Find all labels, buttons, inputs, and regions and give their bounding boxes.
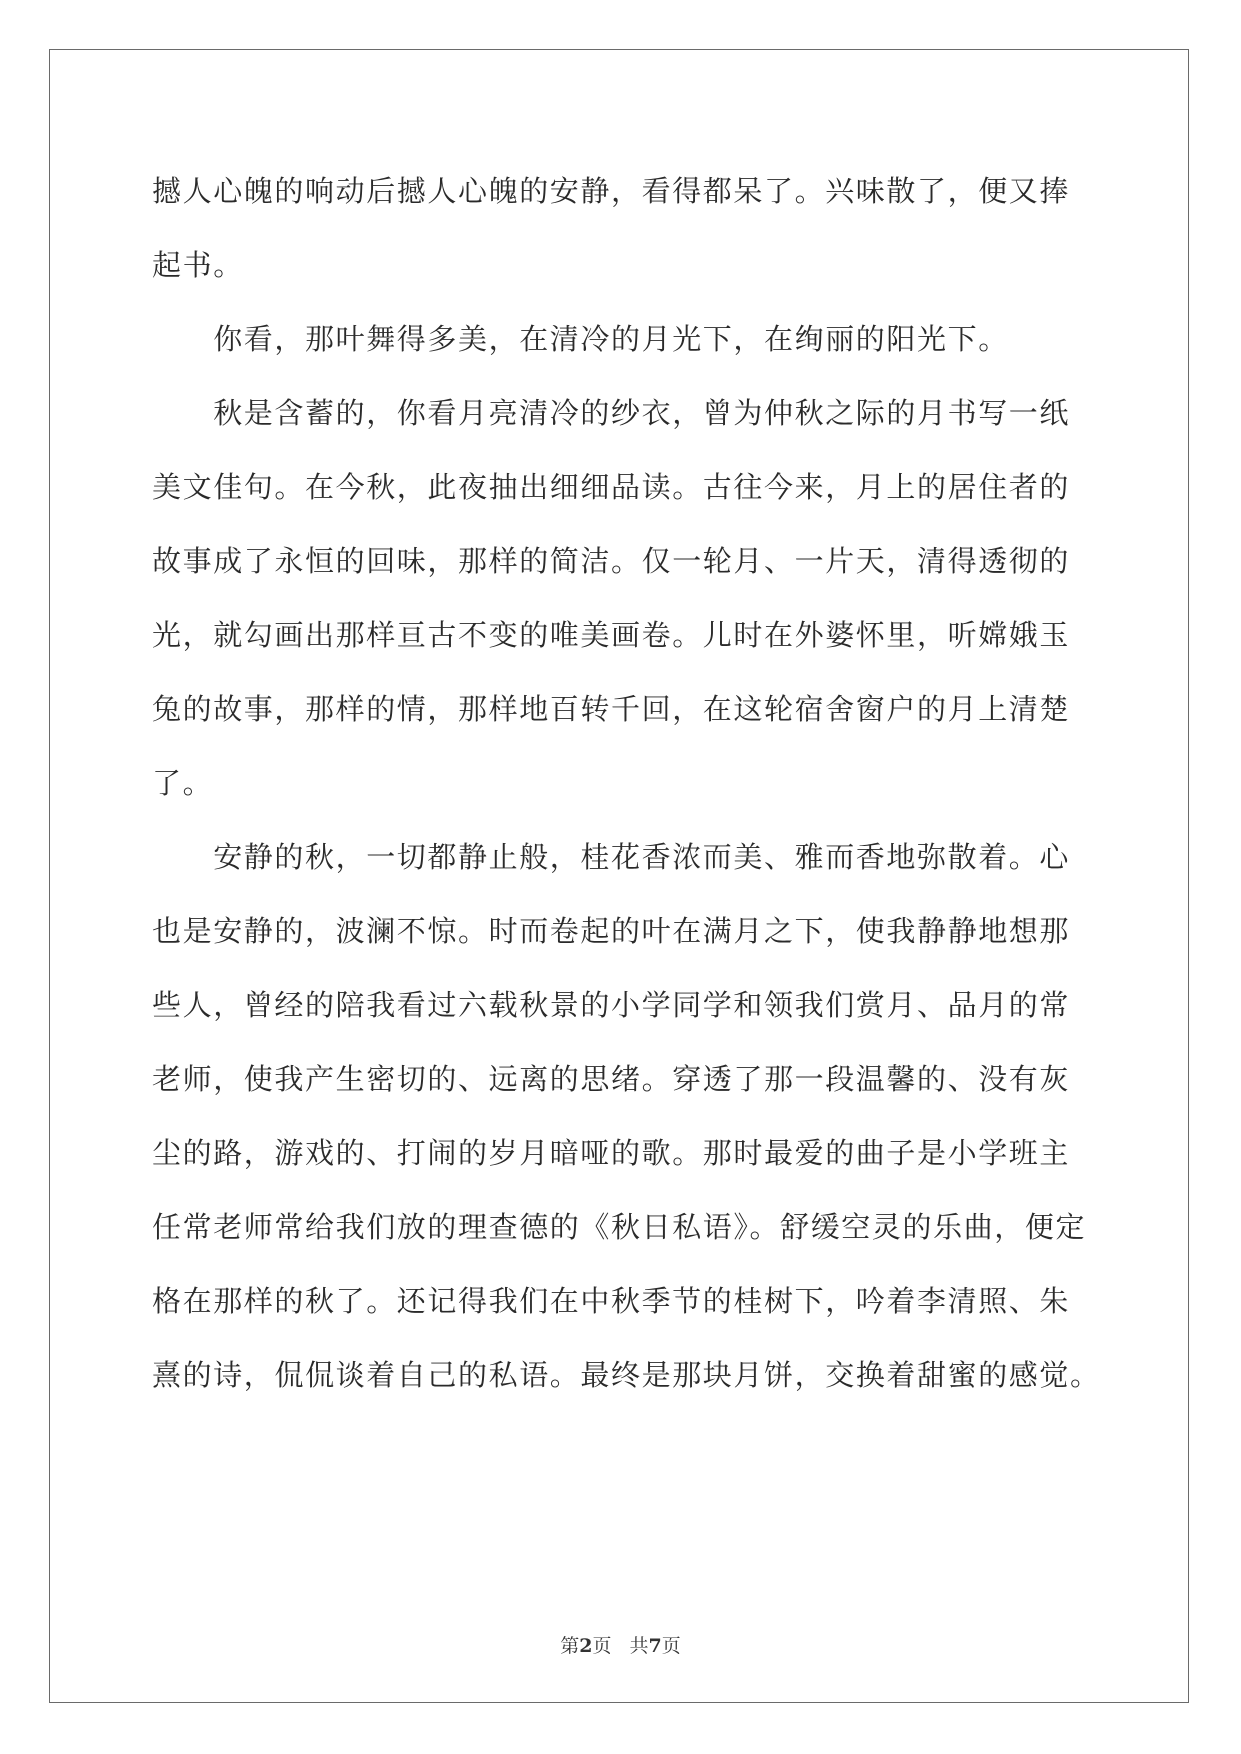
text-line: 故事成了永恒的回味，那样的简洁。仅一轮月、一片天，清得透彻的 (152, 544, 1071, 578)
text-line: 光，就勾画出那样亘古不变的唯美画卷。儿时在外婆怀里，听嫦娥玉 (152, 618, 1071, 652)
text-line: 秋是含蓄的，你看月亮清冷的纱衣，曾为仲秋之际的月书写一纸 (152, 396, 1071, 430)
total-pages: 7 (648, 1635, 662, 1657)
text-line: 熹的诗，侃侃谈着自己的私语。最终是那块月饼，交换着甜蜜的感觉。 (152, 1358, 1101, 1392)
text-line: 也是安静的，波澜不惊。时而卷起的叶在满月之下，使我静静地想那 (152, 914, 1071, 948)
text-line: 兔的故事，那样的情，那样地百转千回，在这轮宿舍窗户的月上清楚 (152, 692, 1071, 726)
text-line: 了。 (152, 766, 214, 800)
total-prefix: 共 (629, 1635, 649, 1657)
page-prefix: 第 (560, 1635, 580, 1657)
text-line: 任常老师常给我们放的理查德的《秋日私语》。舒缓空灵的乐曲，便定 (152, 1210, 1087, 1244)
page-footer (0, 1631, 1241, 1658)
text-line: 些人，曾经的陪我看过六载秋景的小学同学和领我们赏月、品月的常 (152, 988, 1071, 1022)
page-suffix: 页 (592, 1635, 612, 1657)
text-line: 安静的秋，一切都静止般，桂花香浓而美、雅而香地弥散着。心 (152, 840, 1071, 874)
text-line: 撼人心魄的响动后撼人心魄的安静，看得都呆了。兴味散了，便又捧 (152, 174, 1071, 208)
text-line: 美文佳句。在今秋，此夜抽出细细品读。古往今来，月上的居住者的 (152, 470, 1071, 504)
text-line: 格在那样的秋了。还记得我们在中秋季节的桂树下，吟着李清照、朱 (152, 1284, 1071, 1318)
total-suffix: 页 (661, 1635, 681, 1657)
text-line: 老师，使我产生密切的、远离的思绪。穿透了那一段温馨的、没有灰 (152, 1062, 1071, 1096)
text-line: 你看，那叶舞得多美，在清冷的月光下，在绚丽的阳光下。 (152, 322, 1009, 356)
page-number: 2 (579, 1635, 593, 1657)
text-line: 尘的路，游戏的、打闹的岁月暗哑的歌。那时最爱的曲子是小学班主 (152, 1136, 1071, 1170)
text-line: 起书。 (152, 248, 244, 282)
